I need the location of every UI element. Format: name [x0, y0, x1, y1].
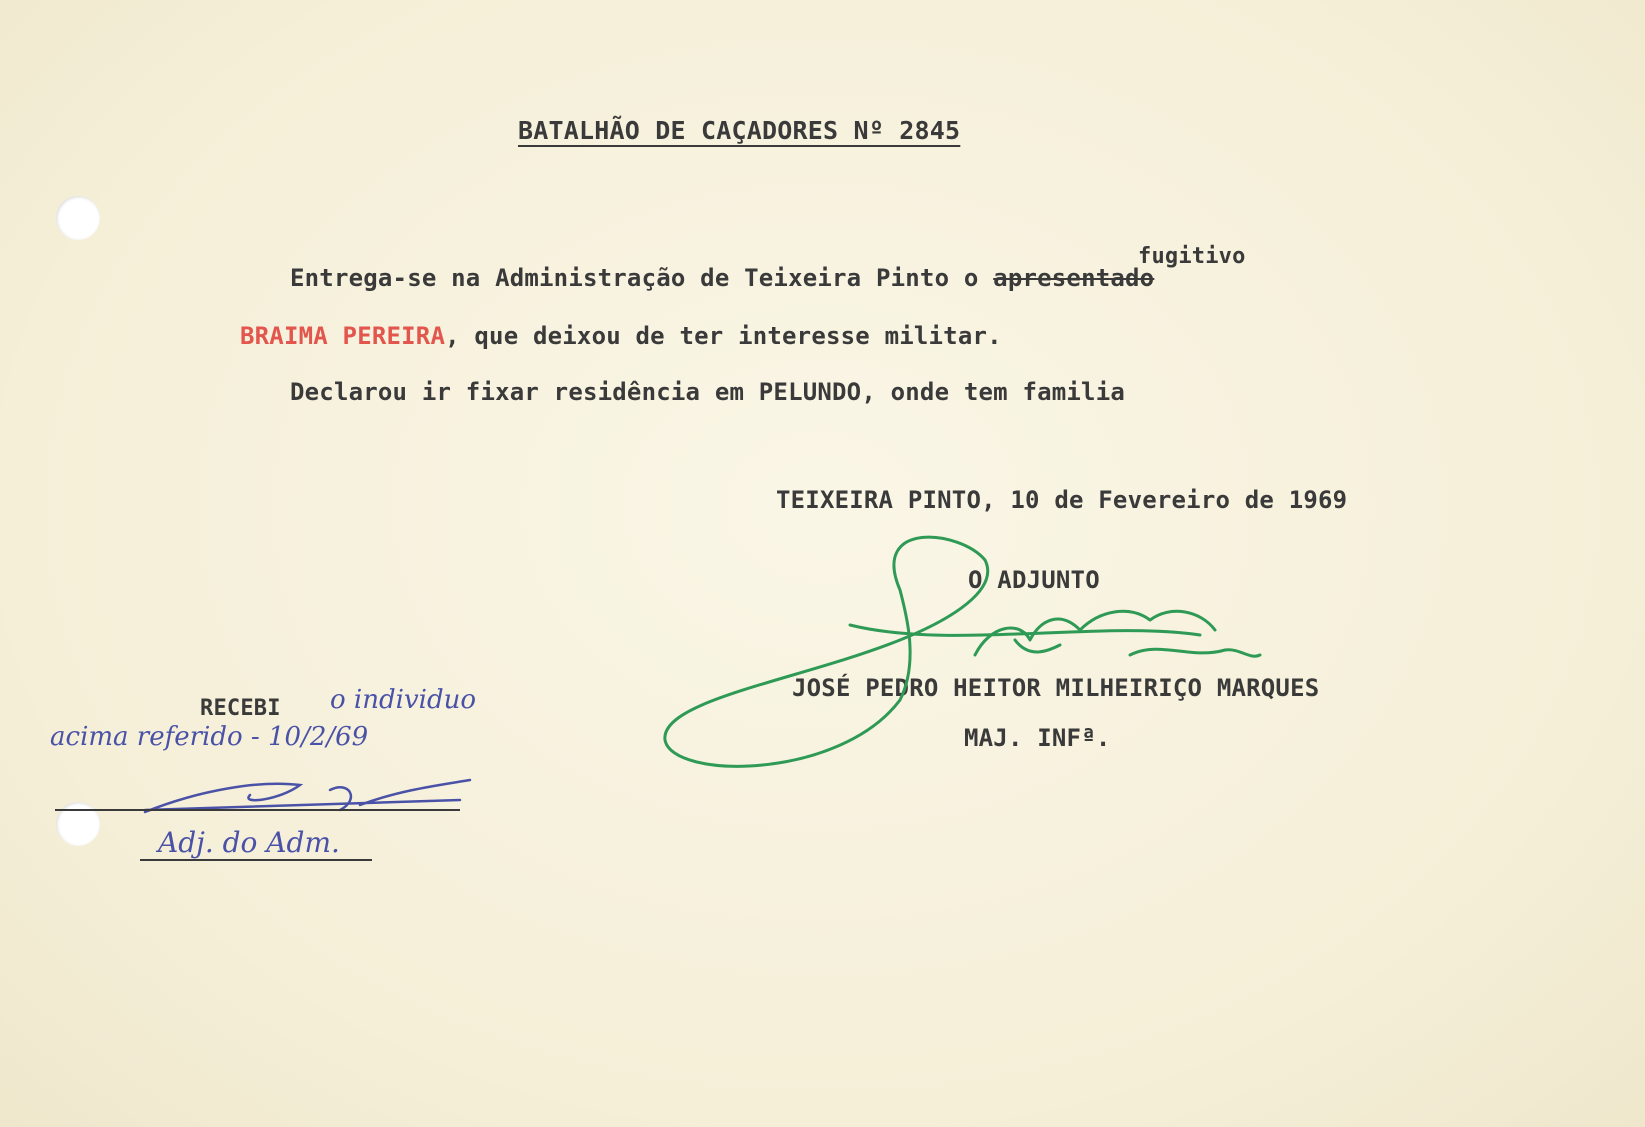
handwritten-correction: fugitivo — [1138, 244, 1246, 269]
body-line-2-text: , que deixou de ter interesse militar. — [445, 322, 1002, 350]
body-line-1-text: Entrega-se na Administração de Teixeira Pinto o — [290, 264, 979, 292]
document-heading: BATALHÃO DE CAÇADORES Nº 2845 — [518, 116, 961, 145]
person-name: BRAIMA PEREIRA — [240, 322, 446, 350]
signatory-rank: MAJ. INFª. — [964, 724, 1111, 752]
receipt-handwriting-line-1: o individuo — [330, 685, 476, 715]
signatory-name: JOSÉ PEDRO HEITOR MILHEIRIÇO MARQUES — [792, 674, 1320, 702]
signature-role: O ADJUNTO — [968, 566, 1100, 594]
receipt-handwriting-line-3: Adj. do Adm. — [158, 826, 340, 859]
body-line-3: Declarou ir fixar residência em PELUNDO, onde tem familia — [290, 378, 1126, 406]
receipt-handwriting-line-2: acima referido - 10/2/69 — [50, 722, 369, 752]
place-date: TEIXEIRA PINTO, 10 de Fevereiro de 1969 — [776, 486, 1348, 514]
receipt-label: RECEBI — [200, 696, 281, 721]
struck-word: apresentado — [993, 264, 1155, 292]
